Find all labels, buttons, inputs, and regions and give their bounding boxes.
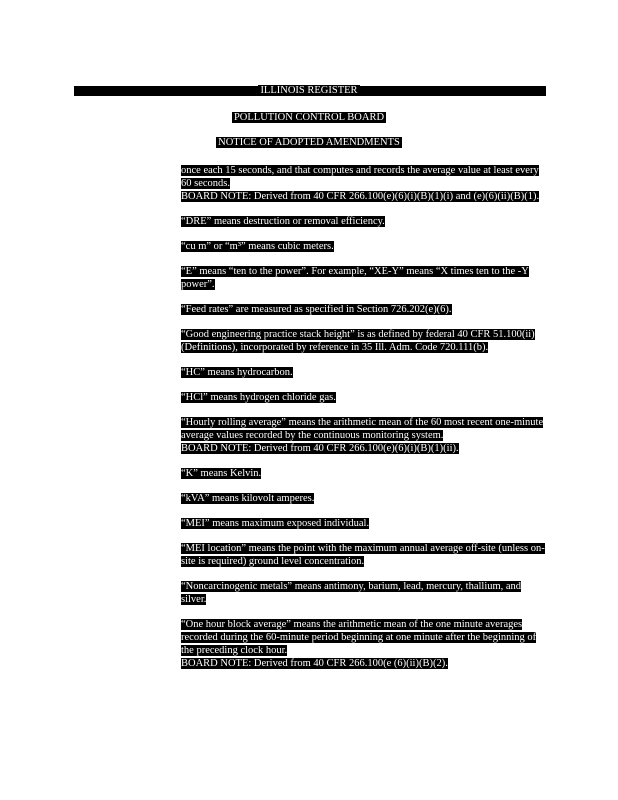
definition-entry <box>181 542 545 568</box>
definition-entry <box>181 416 545 455</box>
definition-text: “K” means Kelvin. <box>181 468 262 479</box>
definition-entry <box>181 391 545 404</box>
definition-text: “MEI location” means the point with the maximum annual average off-site (unless on-site is required) ground level concentration. <box>181 543 545 567</box>
definition-text: “Hourly rolling average” means the arithmetic mean of the 60 most recent one-minute average values recorded by the continuous monitoring system. <box>181 417 544 441</box>
definition-entry <box>181 215 545 228</box>
definition-text: “Noncarcinogenic metals” means antimony, barium, lead, mercury, thallium, and silver. <box>181 581 522 605</box>
definition-entry <box>181 164 545 203</box>
board-note: BOARD NOTE: Derived from 40 CFR 266.100(e)(6)(i)(B)(1)(i) and (e)(6)(ii)(B)(1). <box>181 191 540 202</box>
definition-text: “cu m” or “m³” means cubic meters. <box>181 241 334 252</box>
definition-text: “Good engineering practice stack height” is as defined by federal 40 CFR 51.100(ii) (Definitions), incorporated by reference in 35 Ill. Adm. Code 720.111(b). <box>181 329 535 353</box>
board-note: BOARD NOTE: Derived from 40 CFR 266.100(e)(6)(i)(B)(1)(ii). <box>181 443 459 454</box>
definition-entry <box>181 618 545 670</box>
register-title: ILLINOIS REGISTER <box>260 85 358 96</box>
definition-text: once each 15 seconds, and that computes and records the average value at least every 60 seconds. <box>181 165 539 189</box>
definition-text: “One hour block average” means the arithmetic mean of the one minute averages recorded during the 60-minute period beginning at one minute after the beginning of the preceding clock hour. <box>181 619 537 656</box>
board-title: POLLUTION CONTROL BOARD <box>233 112 385 123</box>
board-note: BOARD NOTE: Derived from 40 CFR 266.100(e (6)(ii)(B)(2). <box>181 658 448 669</box>
definition-entry <box>181 492 545 505</box>
definitions-body <box>181 164 545 682</box>
definition-text: “HCl” means hydrogen chloride gas. <box>181 392 336 403</box>
definition-text: “E” means “ten to the power”. For example, “XE-Y” means “X times ten to the -Y power”. <box>181 266 529 290</box>
definition-entry <box>181 240 545 253</box>
definition-text: “Feed rates” are measured as specified in Section 726.202(e)(6). <box>181 304 452 315</box>
definition-text: “MEI” means maximum exposed individual. <box>181 518 370 529</box>
definition-text: “kVA” means kilovolt amperes. <box>181 493 315 504</box>
definition-entry <box>181 303 545 316</box>
definition-entry <box>181 580 545 606</box>
definition-entry <box>181 265 545 291</box>
notice-title: NOTICE OF ADOPTED AMENDMENTS <box>218 137 400 148</box>
definition-entry <box>181 467 545 480</box>
definition-text: “DRE” means destruction or removal efficiency. <box>181 216 385 227</box>
definition-entry <box>181 328 545 354</box>
definition-entry <box>181 366 545 379</box>
definition-text: “HC” means hydrocarbon. <box>181 367 293 378</box>
definition-entry <box>181 517 545 530</box>
